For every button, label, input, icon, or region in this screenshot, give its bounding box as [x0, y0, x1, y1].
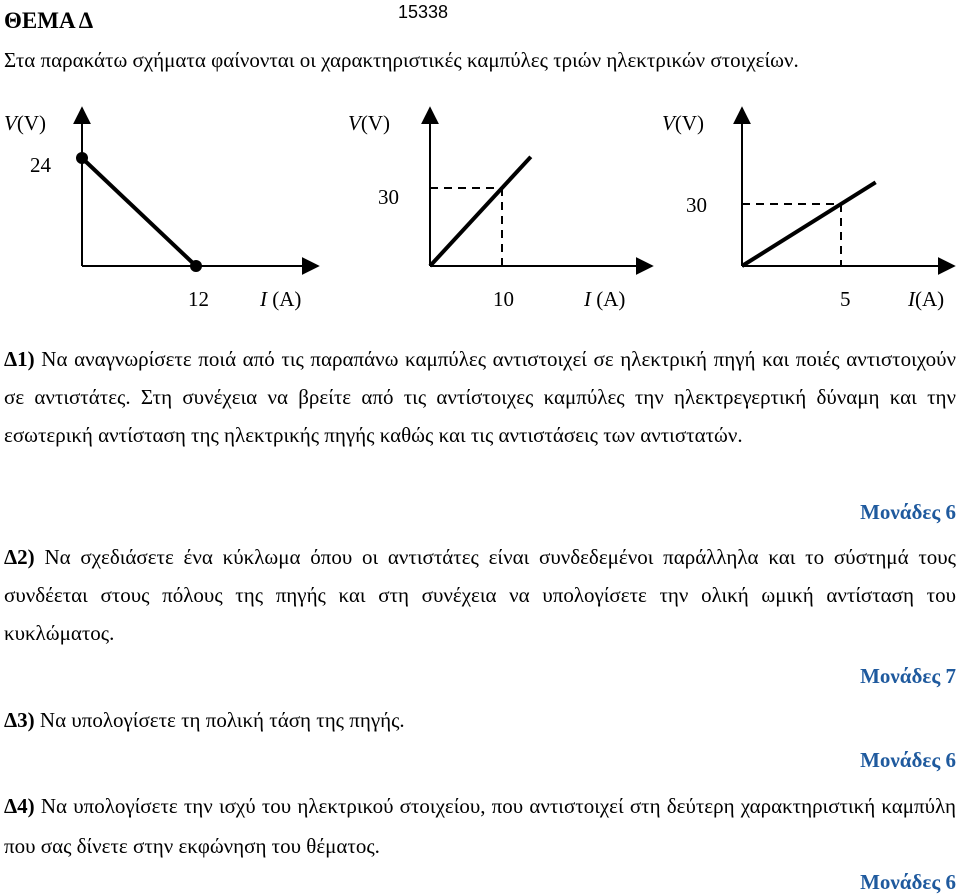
question-d4 — [4, 786, 956, 866]
question-d1-text: Να αναγνωρίσετε ποιά από τις παραπάνω καμπύλες αντιστοιχεί σε ηλεκτρική πηγή και ποιές αντιστοιχούν σε αντιστάτες. Στη συνέχεια να βρείτε από τις αντίστοιχες καμπύλες την ηλεκτρεγερτική δύναμη και την εσωτερική αντίσταση της ηλεκτρικής πηγής καθώς και τις αντιστάσεις των αντιστατών. — [4, 347, 956, 447]
question-d3-text: Να υπολογίσετε τη πολική τάση της πηγής. — [34, 708, 405, 732]
question-d2 — [4, 538, 956, 652]
question-d1 — [4, 340, 956, 454]
chart-2-xlabel-unit: (A) — [591, 287, 626, 311]
intro-text: Στα παρακάτω σχήματα φαίνονται οι χαρακτηριστικές καμπύλες τριών ηλεκτρικών στοιχείων. — [4, 48, 799, 72]
chart-1-series-line — [82, 158, 196, 266]
chart-3 — [662, 108, 954, 311]
chart-2-xlabel-var: I — [584, 287, 591, 311]
chart-1-ylabel — [4, 111, 46, 135]
chart-3-y-tick: 30 — [686, 193, 707, 217]
chart-3-xlabel-var: I — [908, 287, 915, 311]
question-d4-label: Δ4) — [4, 794, 35, 818]
question-d4-text: Να υπολογίσετε την ισχύ του ηλεκτρικού στοιχείου, που αντιστοιχεί στη δεύτερη χαρακτηριστική καμπύλη που σας δίνετε στην εκφώνηση του θέματος. — [4, 794, 956, 858]
question-d2-marks: Μονάδες 7 — [860, 664, 956, 688]
chart-1-ylabel-unit: (V) — [16, 111, 46, 135]
chart-2-series-line — [430, 157, 531, 266]
question-d1-label: Δ1) — [4, 347, 35, 371]
exercise-code: 15338 — [398, 2, 449, 22]
question-d2-label: Δ2) — [4, 545, 35, 569]
chart-1-ylabel-var: V — [4, 111, 17, 135]
chart-2-ylabel — [348, 111, 390, 135]
chart-2-ylabel-unit: (V) — [360, 111, 390, 135]
chart-3-ylabel-var: V — [662, 111, 675, 135]
chart-1-y-tick: 24 — [30, 153, 51, 177]
chart-2-x-tick: 10 — [493, 287, 514, 311]
chart-1-point-end — [190, 260, 202, 272]
chart-1-point-start — [76, 152, 88, 164]
chart-2-xlabel — [583, 287, 625, 311]
question-d2-text: Να σχεδιάσετε ένα κύκλωμα όπου οι αντιστάτες είναι συνδεδεμένοι παράλληλα και το σύστημά τους συνδέεται στους πόλους της πηγής και στη συνέχεια να υπολογίσετε την ολική ωμική αντίσταση του κυκλώματος. — [4, 545, 956, 645]
chart-1-xlabel — [259, 287, 301, 311]
chart-2 — [348, 108, 652, 311]
chart-3-ylabel-unit: (V) — [674, 111, 704, 135]
chart-3-x-tick: 5 — [840, 287, 851, 311]
chart-3-xlabel — [907, 287, 944, 311]
chart-2-ylabel-var: V — [348, 111, 361, 135]
chart-1-xlabel-unit: (A) — [267, 287, 302, 311]
page-title: ΘΕΜΑ Δ — [4, 8, 94, 33]
chart-3-ylabel — [662, 111, 704, 135]
chart-3-xlabel-unit: (A) — [915, 287, 945, 311]
chart-1-xlabel-var: I — [260, 287, 267, 311]
chart-3-series-line — [742, 182, 876, 266]
chart-2-y-tick: 30 — [378, 185, 399, 209]
chart-1 — [4, 108, 318, 311]
question-d1-marks: Μονάδες 6 — [860, 500, 956, 524]
question-d3 — [4, 706, 956, 734]
question-d3-label: Δ3) — [4, 708, 35, 732]
chart-1-x-tick: 12 — [188, 287, 209, 311]
question-d3-marks: Μονάδες 6 — [860, 748, 956, 772]
characteristic-curves — [0, 0, 960, 320]
question-d4-marks: Μονάδες 6 — [860, 870, 956, 894]
